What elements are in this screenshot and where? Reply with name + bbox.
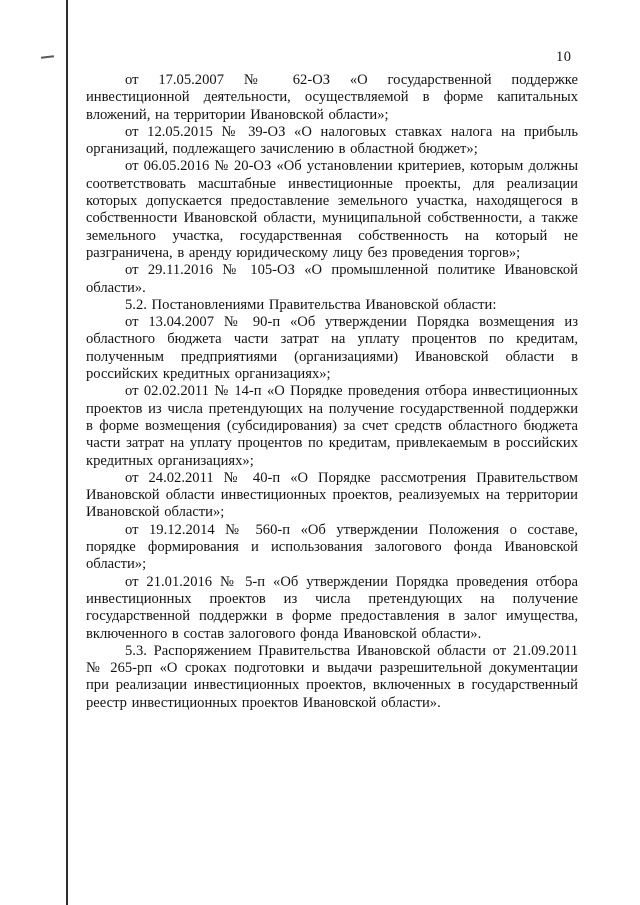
paragraph: от 06.05.2016 № 20-ОЗ «Об установлении критериев, которым должны соответствовать масштабные инвестиционные проекты, для реализации которых допускается предоставление земельного участка, находящегося в собственности Ивановской области, муниципальной собственности, а также земельного участка, государственная собственность на который не разграничена, в аренду юридическому лицу без проведения торгов»;: [86, 158, 578, 261]
paragraph: от 21.01.2016 № 5-п «Об утверждении Порядка проведения отбора инвестиционных проектов из числа претендующих на получение государственной поддержки в форме предоставления в залог имущества, включенного в состав залогового фонда Ивановской области».: [86, 573, 578, 642]
section-paragraph-5-3: 5.3. Распоряжением Правительства Ивановской области от 21.09.2011 № 265-рп «О сроках подготовки и выдачи разрешительной документации при реализации инвестиционных проектов, включенных в государственный реестр инвестиционных проектов Ивановской области».: [86, 642, 578, 711]
paragraph: от 17.05.2007 № 62-ОЗ «О государственной поддержке инвестиционной деятельности, осуществляемой в форме капитальных вложений, на территории Ивановской области»;: [86, 72, 578, 123]
paragraph: от 13.04.2007 № 90-п «Об утверждении Порядка возмещения из областного бюджета части затрат на уплату процентов по кредитам, полученным предприятиями (организациями) Ивановской области в российских кредитных организациях»;: [86, 314, 578, 383]
paragraph: от 02.02.2011 № 14-п «О Порядке проведения отбора инвестиционных проектов из числа претендующих на получение государственной поддержки в форме возмещения (субсидирования) за счет средств областного бюджета части затрат на уплату процентов по кредитам, привлекаемым в российских кредитных организациях»;: [86, 383, 578, 469]
scan-vertical-line-artifact: [66, 0, 68, 905]
page-number: 10: [556, 49, 572, 65]
paragraph: от 19.12.2014 № 560-п «Об утверждении Положения о составе, порядке формирования и использования залогового фонда Ивановской области»;: [86, 521, 578, 573]
scan-mark-artifact: [41, 55, 54, 59]
paragraph: от 29.11.2016 № 105-ОЗ «О промышленной политике Ивановской области».: [86, 262, 578, 296]
paragraph: от 24.02.2011 № 40-п «О Порядке рассмотрения Правительством Ивановской области инвестиционных проектов, реализуемых на территории Ивановской области»;: [86, 469, 578, 521]
paragraph: от 12.05.2015 № 39-ОЗ «О налоговых ставках налога на прибыль организаций, подлежащего зачислению в областной бюджет»;: [86, 123, 578, 158]
document-body: [86, 72, 578, 712]
section-heading-5-2: 5.2. Постановлениями Правительства Ивановской области:: [125, 296, 497, 313]
